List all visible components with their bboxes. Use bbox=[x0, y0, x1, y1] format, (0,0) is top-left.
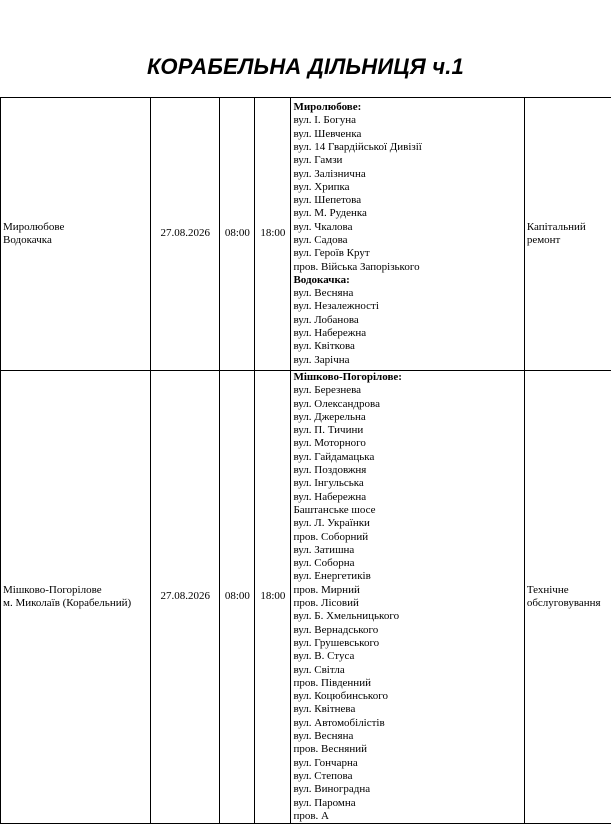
place-line: Мішково-Погорілове bbox=[3, 583, 102, 596]
street-item: вул. Набережна bbox=[293, 327, 367, 340]
settlement-heading: Водокачка: bbox=[293, 273, 350, 286]
street-item: вул. Залізнична bbox=[293, 167, 366, 180]
street-item: вул. Паромна bbox=[293, 796, 356, 809]
street-item: вул. Моторного bbox=[293, 437, 366, 450]
street-item: вул. Олександрова bbox=[293, 397, 380, 410]
reason-line: ремонт bbox=[526, 234, 561, 246]
street-item: вул. Весняна bbox=[293, 287, 354, 300]
outage-schedule-table bbox=[0, 97, 611, 824]
street-item: вул. Соборна bbox=[293, 557, 355, 570]
street-item: вул. Шепетова bbox=[293, 194, 362, 207]
street-item: вул. 14 Гвардійської Дивізії bbox=[293, 140, 422, 153]
street-item: вул. Коцюбинського bbox=[293, 690, 388, 703]
place-cell bbox=[1, 371, 151, 824]
street-item: вул. Шевченка bbox=[293, 127, 362, 140]
street-item: пров. Війська Запорізького bbox=[293, 260, 420, 273]
street-item: вул. Квітнева bbox=[293, 703, 356, 716]
street-item: пров. А bbox=[293, 809, 329, 822]
reason-line: Технічне bbox=[526, 583, 569, 596]
street-item: вул. Гайдамацька bbox=[293, 450, 375, 463]
street-item: вул. Інгульська bbox=[293, 477, 364, 490]
street-item: вул. Гамзи bbox=[293, 154, 343, 167]
place-cell bbox=[1, 98, 151, 371]
street-item: пров. Соборний bbox=[293, 530, 369, 543]
settlement-heading: Мішково-Погорілове: bbox=[293, 371, 402, 383]
street-item: вул. Набережна bbox=[293, 490, 367, 503]
end-time-cell: 18:00 bbox=[255, 98, 291, 371]
street-item: вул. Джерельна bbox=[293, 410, 366, 423]
street-item: вул. Грушевського bbox=[293, 636, 380, 649]
street-item: вул. Світла bbox=[293, 663, 345, 676]
start-time-cell: 08:00 bbox=[220, 98, 255, 371]
street-item: вул. В. Стуса bbox=[293, 650, 355, 663]
street-item: пров. Лісовий bbox=[293, 597, 359, 610]
streets-cell bbox=[291, 98, 524, 371]
street-item: вул. І. Богуна bbox=[293, 114, 357, 127]
place-line: Водокачка bbox=[3, 234, 52, 246]
street-item: вул. Лобанова bbox=[293, 313, 359, 326]
street-item: вул. Садова bbox=[293, 234, 348, 246]
reason-cell bbox=[524, 98, 611, 371]
street-item: вул. Незалежності bbox=[293, 300, 379, 313]
street-item: вул. Героїв Крут bbox=[293, 247, 370, 260]
street-item: вул. Вернадського bbox=[293, 623, 379, 636]
street-item: вул. Б. Хмельницького bbox=[293, 610, 400, 623]
street-item: вул. Зарічна bbox=[293, 353, 350, 366]
street-item: вул. Енергетиків bbox=[293, 570, 371, 583]
street-item: вул. П. Тичини bbox=[293, 424, 364, 437]
street-item: вул. Автомобілістів bbox=[293, 716, 385, 729]
street-item: вул. Квіткова bbox=[293, 340, 355, 353]
reason-cell bbox=[524, 371, 611, 824]
street-item: пров. Весняний bbox=[293, 743, 367, 756]
place-line: м. Миколаїв (Корабельний) bbox=[3, 597, 132, 610]
reason-line: обслуговування bbox=[526, 597, 601, 610]
street-item: вул. Весняна bbox=[293, 730, 354, 743]
table-row bbox=[1, 98, 611, 371]
page-title: КОРАБЕЛЬНА ДІЛЬНИЦЯ ч.1 bbox=[147, 54, 464, 79]
table-row bbox=[1, 371, 611, 824]
street-item: пров. Південний bbox=[293, 676, 371, 689]
street-item: вул. Виноградна bbox=[293, 783, 371, 796]
street-item: вул. Березнева bbox=[293, 384, 362, 397]
reason-line: Капітальний bbox=[526, 220, 586, 233]
settlement-heading: Миролюбове: bbox=[293, 101, 362, 114]
street-item: вул. Поздовжня bbox=[293, 464, 367, 477]
street-item: вул. Л. Українки bbox=[293, 517, 370, 530]
date-cell: 27.08.2026 bbox=[151, 371, 220, 824]
street-item: вул. Степова bbox=[293, 769, 353, 782]
street-item: вул. Затишна bbox=[293, 543, 355, 556]
place-line: Миролюбове bbox=[3, 220, 65, 233]
street-item: вул. Хрипка bbox=[293, 180, 350, 193]
street-item: вул. М. Руденка bbox=[293, 207, 367, 220]
street-item: пров. Мирний bbox=[293, 583, 360, 596]
schedule-body bbox=[1, 98, 611, 824]
street-item: Баштанське шосе bbox=[293, 503, 376, 516]
date-cell: 27.08.2026 bbox=[151, 98, 220, 371]
street-item: вул. Чкалова bbox=[293, 220, 353, 233]
end-time-cell: 18:00 bbox=[255, 371, 291, 824]
start-time-cell: 08:00 bbox=[220, 371, 255, 824]
street-item: вул. Гончарна bbox=[293, 756, 358, 769]
streets-cell bbox=[291, 371, 524, 824]
